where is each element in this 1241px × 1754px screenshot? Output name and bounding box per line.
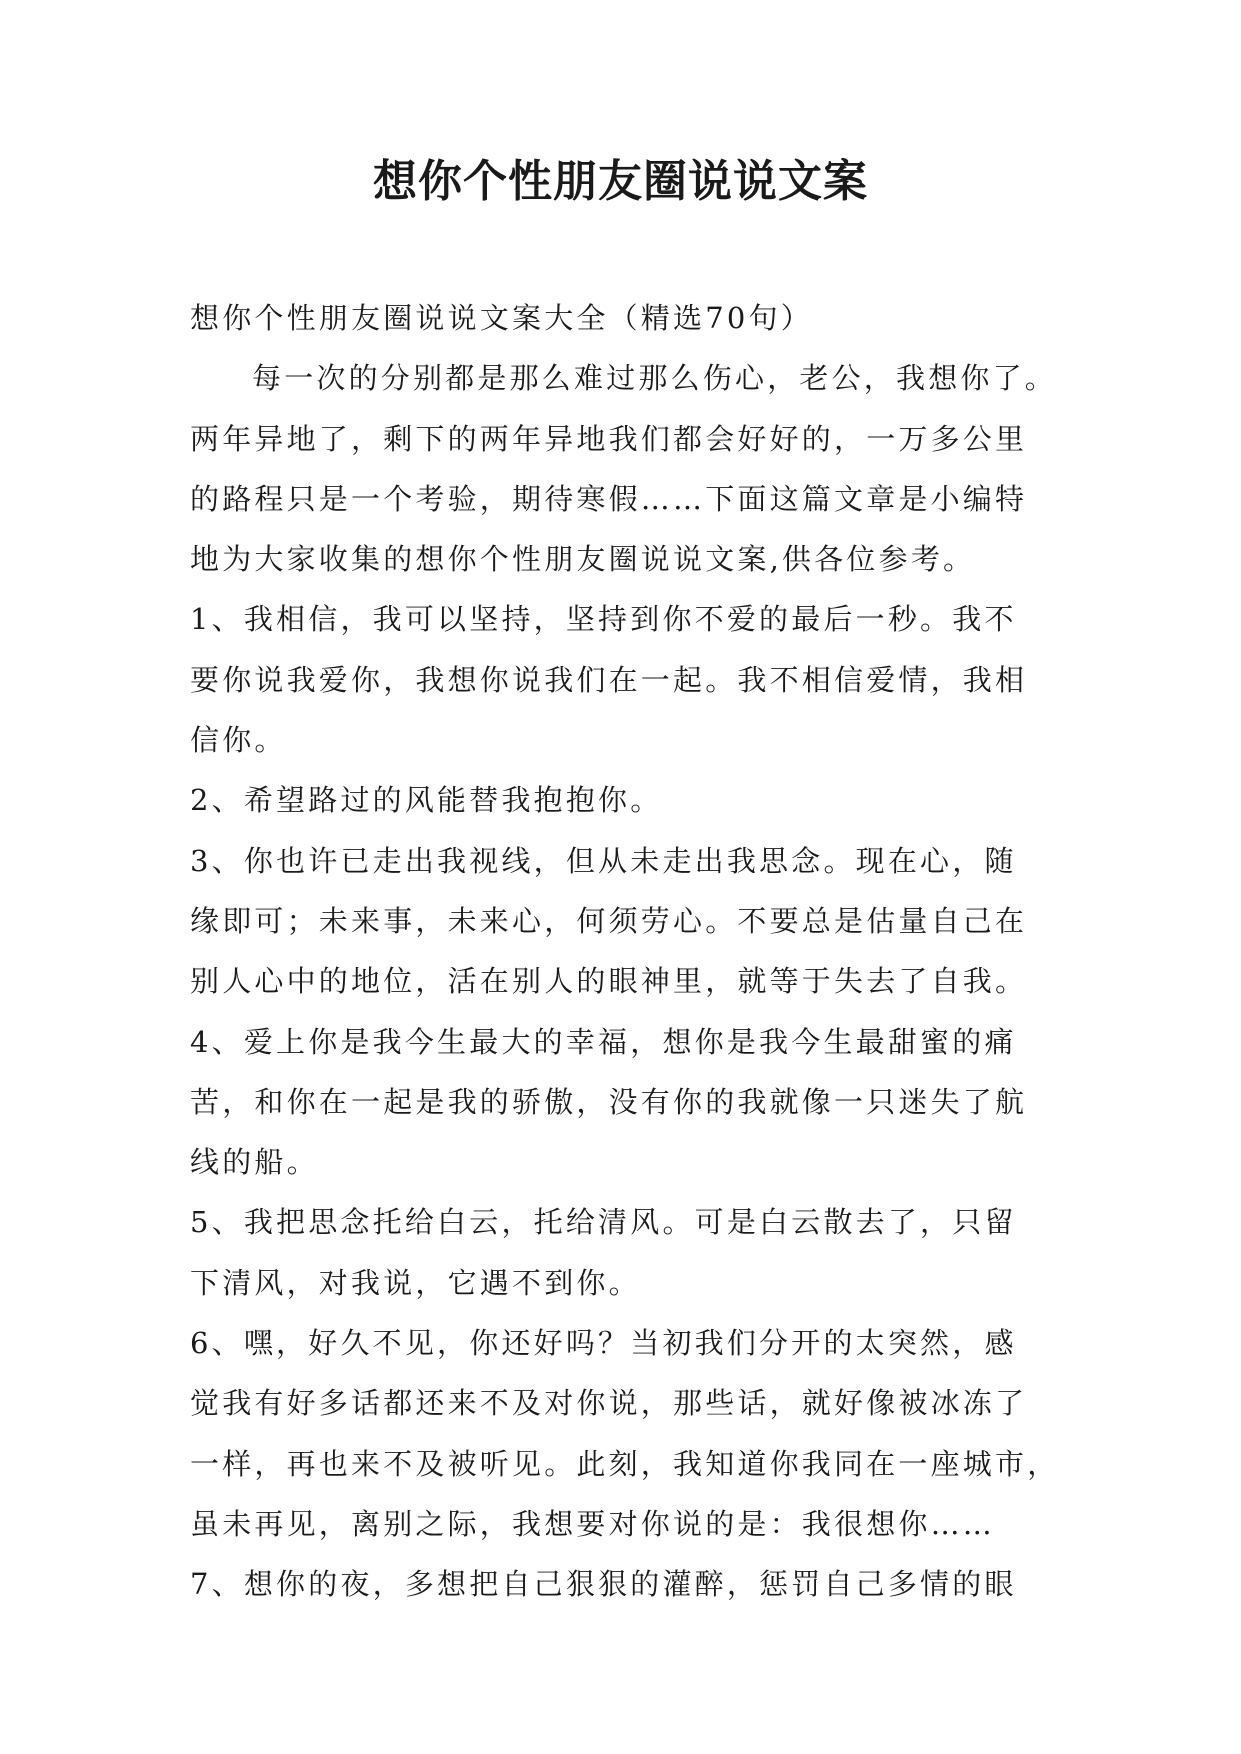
intro-line: 每一次的分别都是那么难过那么伤心，老公，我想你了。 bbox=[252, 361, 1058, 396]
quote-line: 觉我有好多话都还来不及对你说，那些话，就好像被冰冻了 bbox=[190, 1386, 1028, 1421]
quote-line: 2、希望路过的风能替我抱抱你。 bbox=[190, 783, 663, 818]
quote-line: 1、我相信，我可以坚持，坚持到你不爱的最后一秒。我不 bbox=[190, 602, 1017, 637]
quote-line: 下清风，对我说，它遇不到你。 bbox=[190, 1265, 641, 1300]
intro-line: 的路程只是一个考验，期待寒假……下面这篇文章是小编特 bbox=[190, 481, 1028, 516]
intro-line: 地为大家收集的想你个性朋友圈说说文案,供各位参考。 bbox=[190, 542, 976, 577]
quote-line: 一样，再也来不及被听见。此刻，我知道你我同在一座城市， bbox=[190, 1446, 1060, 1481]
quote-line: 3、你也许已走出我视线，但从未走出我思念。现在心，随 bbox=[190, 843, 1017, 878]
quote-line: 别人心中的地位，活在别人的眼神里，就等于失去了自我。 bbox=[190, 964, 1028, 999]
quote-line: 6、嘿，好久不见，你还好吗？当初我们分开的太突然，感 bbox=[190, 1326, 1017, 1361]
subtitle-line: 想你个性朋友圈说说文案大全（精选70句） bbox=[190, 301, 813, 335]
quote-line: 4、爱上你是我今生最大的幸福，想你是我今生最甜蜜的痛 bbox=[190, 1024, 1017, 1059]
quote-line: 缘即可；未来事，未来心，何须劳心。不要总是估量自己在 bbox=[190, 903, 1028, 938]
document-body bbox=[190, 288, 1080, 1615]
quote-line: 线的船。 bbox=[190, 1145, 319, 1180]
quote-line: 苦，和你在一起是我的骄傲，没有你的我就像一只迷失了航 bbox=[190, 1084, 1028, 1119]
intro-line: 两年异地了，剩下的两年异地我们都会好好的，一万多公里 bbox=[190, 421, 1028, 456]
quote-line: 信你。 bbox=[190, 723, 287, 758]
quote-line: 要你说我爱你，我想你说我们在一起。我不相信爱情，我相 bbox=[190, 662, 1028, 697]
quote-line: 5、我把思念托给白云，托给清风。可是白云散去了，只留 bbox=[190, 1205, 1017, 1240]
document-title: 想你个性朋友圈说说文案 bbox=[373, 156, 868, 207]
quote-line: 虽未再见，离别之际，我想要对你说的是：我很想你…… bbox=[190, 1506, 996, 1541]
quote-line: 7、想你的夜，多想把自己狠狠的灌醉，惩罚自己多情的眼 bbox=[190, 1567, 1017, 1602]
